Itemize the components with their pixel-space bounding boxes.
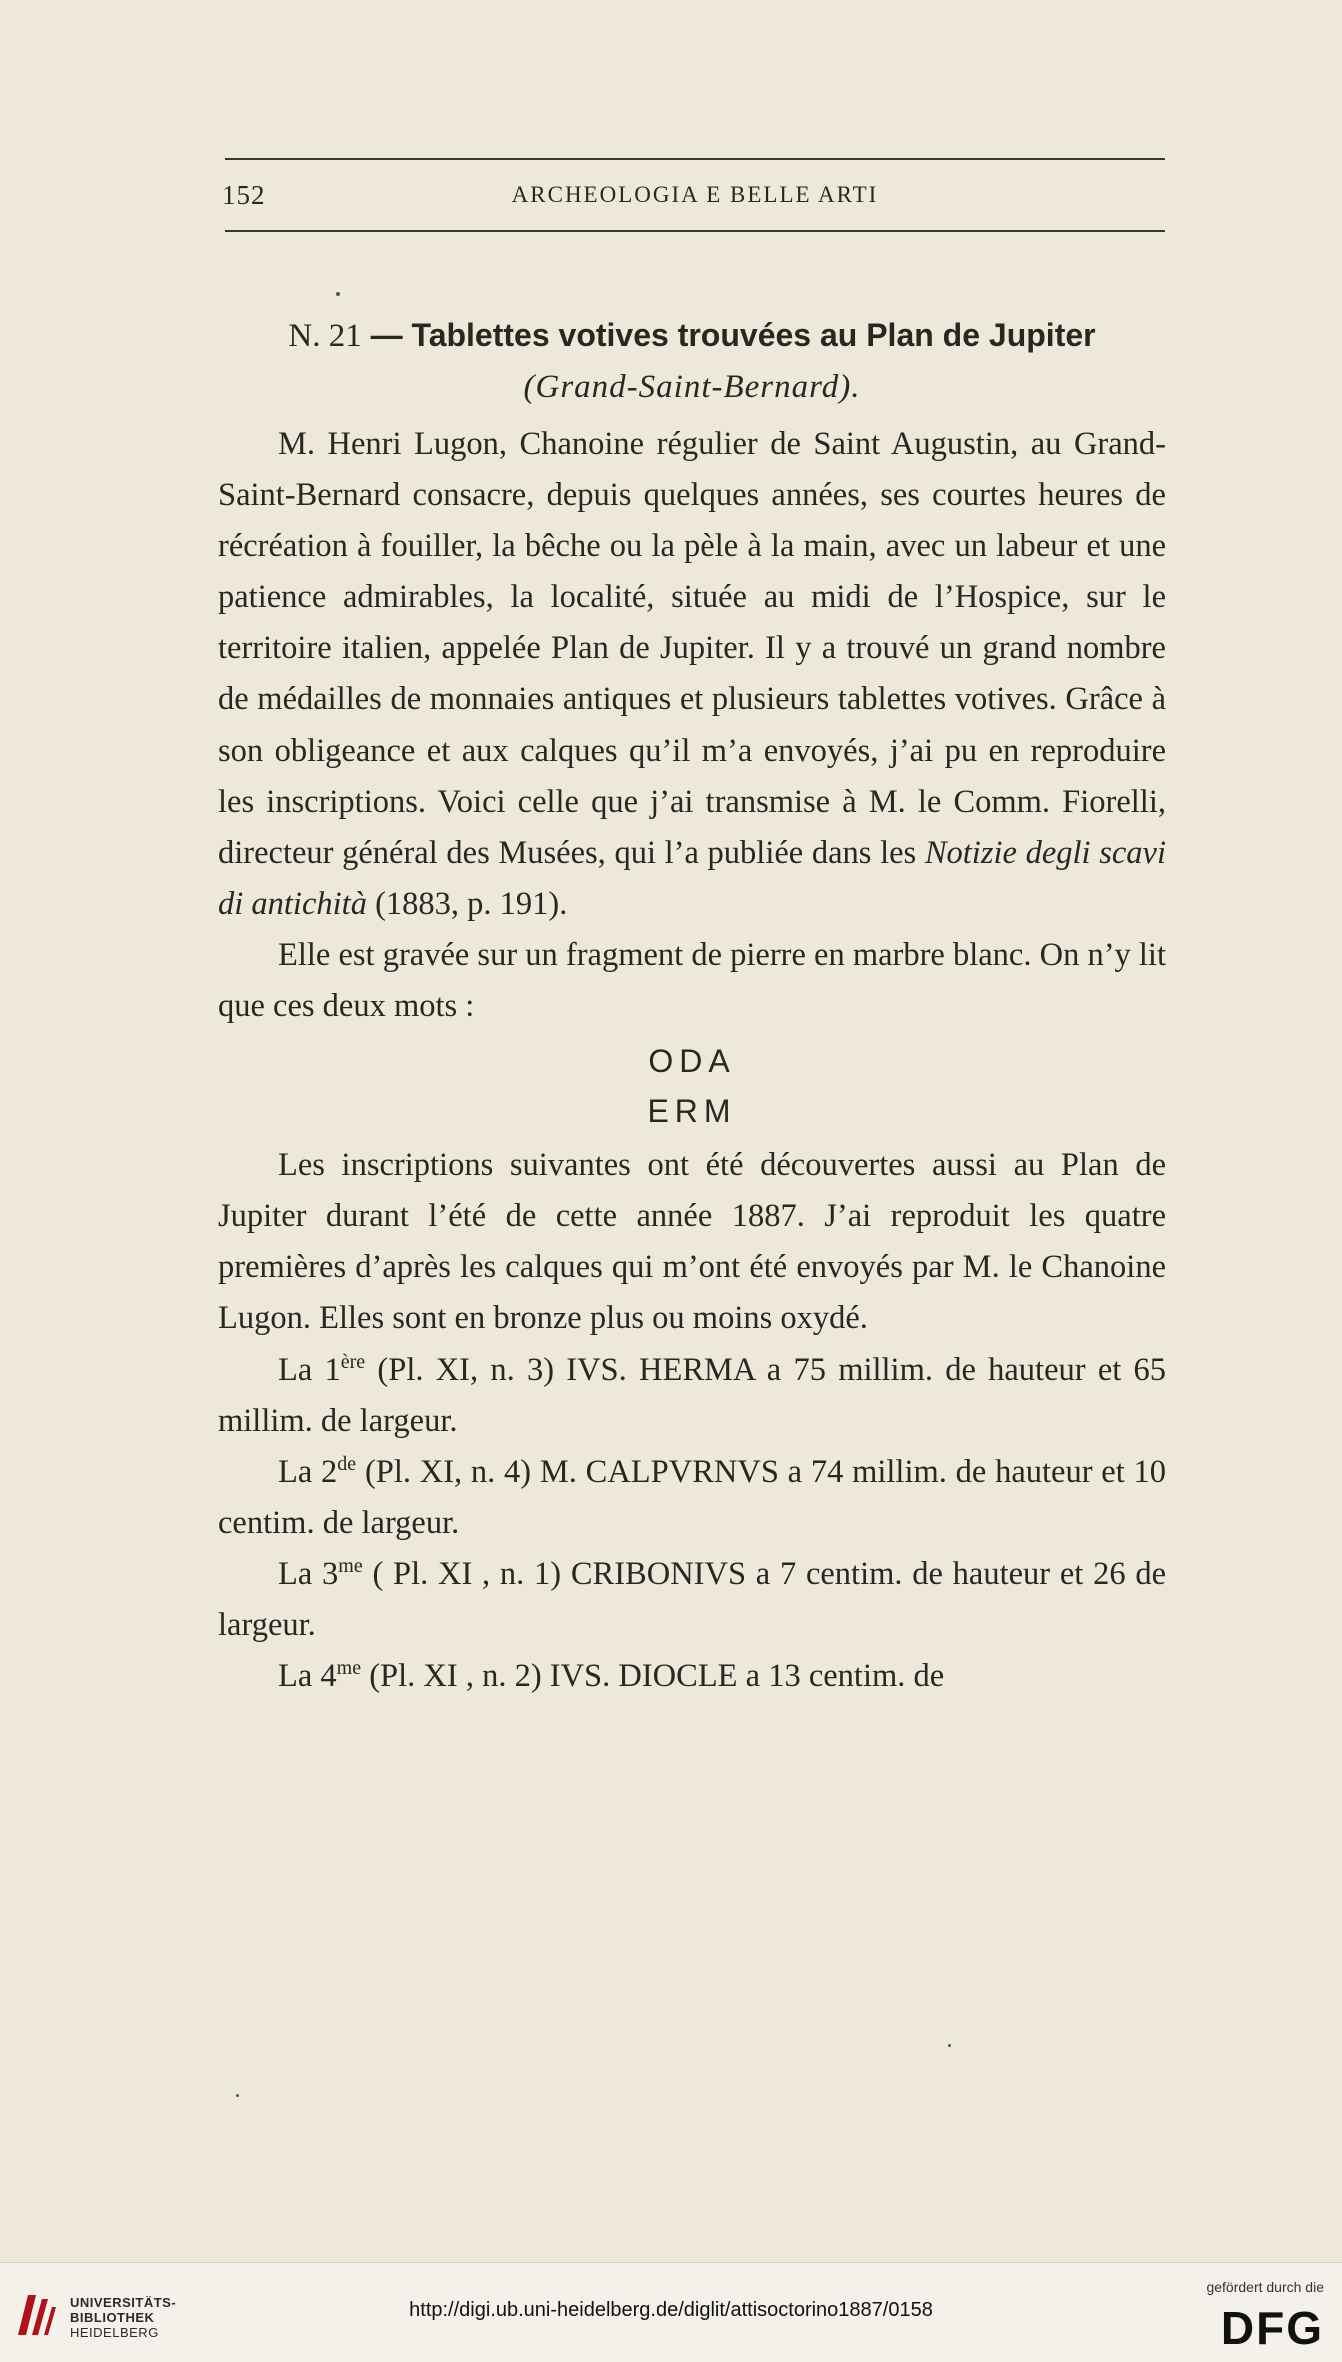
page-number: 152 [222, 180, 266, 210]
running-header [222, 180, 1168, 220]
header-top-rule [225, 158, 1165, 160]
article-number: N. 21 [288, 318, 362, 354]
article-subtitle: (Grand-Saint-Bernard). [523, 369, 861, 405]
header-bottom-rule [225, 230, 1165, 232]
library-name: UNIVERSITÄTS- BIBLIOTHEK HEIDELBERG [70, 2295, 177, 2340]
paragraph-6: La $3^{me}$ ( Pl. XI , n. 1) CRIBONIVS a 7 centim. de hauteur et 26 de largeur. [218, 1555, 1167, 1643]
journal-title: Notizie degli scavi di antichità [218, 834, 1166, 922]
print-speck [948, 2044, 951, 2047]
paragraph-5: La 2de (Pl. XI, n. 4) M. CALPVRNVS a 74 millim. de hauteur et 10 centim. de largeur. [218, 1452, 1166, 1541]
funder-logo[interactable] [1184, 2279, 1324, 2354]
paragraph-4: La 1ère (Pl. XI, n. 3) IVS. HERMA a 75 millim. de hauteur et 65 millim. de largeur. [218, 1350, 1167, 1439]
paragraph-7: La $4^{me}$ (Pl. XI , n. 2) IVS. DIOCLE a 13 centim. de [278, 1657, 945, 1695]
running-title: ARCHEOLOGIA E BELLE ARTI [511, 182, 879, 207]
inscription-block [218, 1036, 1166, 1136]
dfg-logo: DFG [1220, 2302, 1324, 2354]
footer-bar [0, 2262, 1342, 2362]
article-body [218, 310, 1166, 1702]
paragraph-3: Les inscriptions suivantes ont été découvertes aussi au Plan de Jupiter durant l’été de cette année 1887. J’ai reproduit les quatre premières d’après les calques qui m’ont été envoyés par M. le Chanoine Lugon. Elles sont en bronze plus ou moins oxydé. [218, 1147, 1166, 1337]
permalink-url[interactable]: http://digi.ub.uni-heidelberg.de/diglit/attisoctorino1887/0158 [409, 2299, 933, 2321]
inscription-line-2: ERM [647, 1093, 737, 1130]
article-heading [218, 310, 1166, 361]
article-title: — Tablettes votives trouvées au Plan de Jupiter [370, 317, 1096, 353]
paragraph-2: Elle est gravée sur un fragment de pierre en marbre blanc. On n’y lit que ces deux mots : [218, 936, 1166, 1025]
print-speck [336, 292, 340, 296]
print-speck [236, 2094, 239, 2097]
inscription-line-1: ODA [648, 1043, 736, 1080]
funding-caption: gefördert durch die [1206, 2279, 1324, 2295]
paragraph-1: M. Henri Lugon, Chanoine régulier de Saint Augustin, au Grand-Saint-Bernard consacre, depuis quelques années, ses courtes heures de récréation à fouiller, la bêche ou la pèle à la main, avec un labeur et une patience admirables, la localité, située au midi de l’Hospice, sur le territoire italien, appelée Plan de Jupiter. Il y a trouvé un grand nombre de médailles de monnaies antiques et plusieurs tablettes votives. Grâce à son obligeance et aux calques qu’il m’a envoyés, j’ai pu en reproduire les inscriptions. Voici celle que j’ai transmise à M. le Comm. Fiorelli, directeur général des Musées, qui l’a publiée dans les Notizie degli scavi di antichità (1883, p. 191). [218, 426, 1166, 922]
